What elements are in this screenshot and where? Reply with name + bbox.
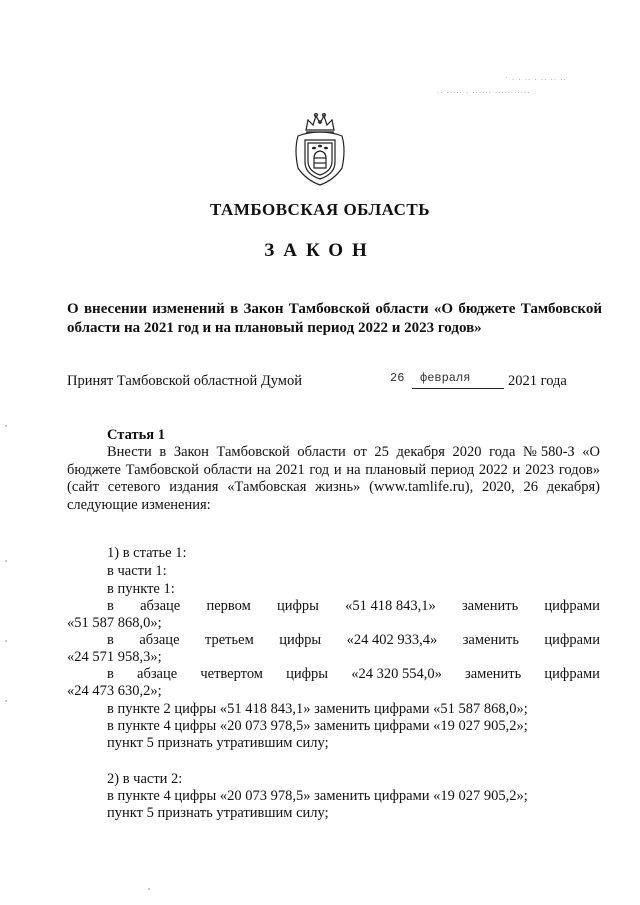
row3-word: заменить <box>465 666 522 682</box>
scan-speck <box>5 425 7 427</box>
change-1-heading: 1) в статье 1: <box>107 545 187 561</box>
adoption-month: февраля <box>420 371 471 385</box>
row2-word: «24 402 933,4» <box>346 632 438 648</box>
change-row-3 <box>107 665 600 683</box>
law-title: О внесении изменений в Закон Тамбовской области «О бюджете Тамбовской области на 2021 год и на плановый период 2022 и 2023 годов» <box>67 301 602 336</box>
change-row-2-cont: «24 571 958,3»; <box>67 649 162 665</box>
row2-word: в <box>107 632 114 648</box>
change-2-point-5: пункт 5 признать утратившим силу; <box>107 805 329 821</box>
row1-word: цифры <box>277 598 319 614</box>
adoption-year: 2021 года <box>508 373 567 389</box>
scan-speck <box>148 888 150 890</box>
region-title: ТАМБОВСКАЯ ОБЛАСТЬ <box>210 200 430 219</box>
row1-word: заменить <box>461 598 519 614</box>
row2-word: цифрами <box>544 632 600 648</box>
row1-word: «51 418 843,1» <box>345 598 436 614</box>
change-2-heading: 2) в части 2: <box>107 771 183 787</box>
adoption-text: Принят Тамбовской областной Думой <box>67 373 302 389</box>
coat-of-arms-icon <box>292 110 348 186</box>
article-intro: Внести в Закон Тамбовской области от 25 декабря 2020 года №580-З «О бюджете Тамбовской области на 2021 год и на плановый период 2022 и 2023 годов» (сайт сетевого издания «Тамбовская жизнь» (www.tamlife.ru), 2020, 26 декабря) следующие изменения: <box>67 444 600 513</box>
row3-word: четвертом <box>200 666 263 682</box>
scan-speck <box>5 640 7 642</box>
change-2-point-4: в пункте 4 цифры «20 073 978,5» заменить цифрами «19 027 905,2»; <box>107 788 528 804</box>
article-heading: Статья 1 <box>107 427 165 443</box>
row3-word: цифрами <box>544 666 600 682</box>
row1-word: первом <box>206 598 251 614</box>
row2-word: заменить <box>462 632 519 648</box>
corner-note-line1: · . . .. . .. .. .. <box>505 73 567 82</box>
change-1-point-4: в пункте 4 цифры «20 073 978,5» заменить цифрами «19 027 905,2»; <box>107 718 528 734</box>
change-1-point-2: в пункте 2 цифры «51 418 843,1» заменить цифрами «51 587 868,0»; <box>107 701 528 717</box>
adoption-day: 26 <box>390 371 405 385</box>
row1-word: цифрами <box>544 598 600 614</box>
row3-word: абзаце <box>137 666 178 682</box>
change-1-point: в пункте 1: <box>107 581 175 597</box>
document-type: ЗАКОН <box>264 240 376 261</box>
row3-word: цифры <box>286 666 329 682</box>
row2-word: цифры <box>279 632 322 648</box>
scan-speck <box>5 700 7 702</box>
corner-note-line2: .. ..... . .. ... ..... ..... <box>437 86 531 95</box>
change-row-3-cont: «24 473 630,2»; <box>67 683 162 699</box>
row3-word: «24 320 554,0» <box>351 666 442 682</box>
row2-word: абзаце <box>139 632 180 648</box>
row3-word: в <box>107 666 114 682</box>
change-row-1 <box>107 597 600 615</box>
row1-word: абзаце <box>140 598 181 614</box>
scan-speck <box>5 560 7 562</box>
row1-word: в <box>107 598 114 614</box>
change-1-point-5: пункт 5 признать утратившим силу; <box>107 735 329 751</box>
change-row-1-cont: «51 587 868,0»; <box>67 615 162 631</box>
change-row-2 <box>107 631 600 649</box>
change-1-part: в части 1: <box>107 563 167 579</box>
row2-word: третьем <box>204 632 254 648</box>
month-underline <box>412 388 504 389</box>
